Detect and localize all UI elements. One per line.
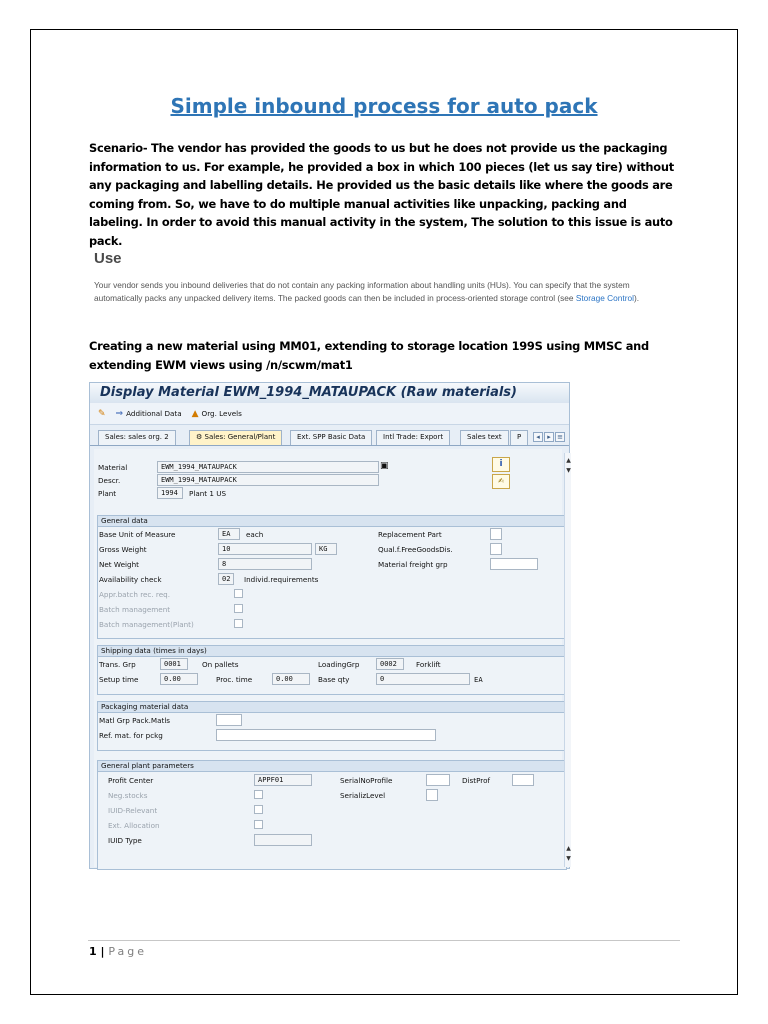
material-freight-field[interactable]	[490, 558, 538, 570]
descr-field[interactable]: EWM_1994_MATAUPACK	[157, 474, 379, 486]
proc-time-label: Proc. time	[216, 675, 253, 684]
neg-stocks-checkbox[interactable]	[254, 790, 263, 799]
tab-intl-trade-export[interactable]: Intl Trade: Export	[376, 430, 450, 445]
use-text-end: ).	[633, 292, 640, 303]
org-levels-icon: ▲	[191, 408, 199, 419]
arrow-right-icon: ⇒	[115, 408, 124, 419]
shipping-data-section	[97, 645, 567, 695]
plant-params-section	[97, 760, 567, 870]
serial-level-field[interactable]	[426, 789, 438, 801]
long-text-icon[interactable]: ✍	[492, 474, 510, 489]
sap-window-title: Display Material EWM_1994_MATAUPACK (Raw materials)	[90, 383, 569, 403]
document-title: Simple inbound process for auto pack	[170, 94, 598, 118]
qual-free-goods-field[interactable]	[490, 543, 502, 555]
footer-separator: |	[96, 945, 109, 958]
copy-icon[interactable]: ▣	[380, 461, 389, 471]
appr-batch-checkbox[interactable]	[234, 589, 243, 598]
base-uom-label: Base Unit of Measure	[99, 530, 176, 539]
descr-label: Descr.	[98, 476, 121, 485]
packaging-data-section	[97, 701, 567, 751]
iuid-type-field[interactable]	[254, 834, 312, 846]
iuid-type-label: IUID Type	[108, 836, 142, 845]
tab-prev-icon[interactable]: ◂	[533, 432, 543, 442]
setup-time-field[interactable]: 0.00	[160, 673, 198, 685]
serial-profile-field[interactable]	[426, 774, 450, 786]
tab-icon: ⚙	[196, 433, 205, 441]
ref-mat-label: Ref. mat. for pckg	[99, 731, 163, 740]
sap-content-area	[94, 449, 562, 867]
gross-weight-label: Gross Weight	[99, 545, 147, 554]
general-data-title: General data	[98, 516, 566, 527]
packaging-data-title: Packaging material data	[98, 702, 566, 713]
matl-grp-field[interactable]	[216, 714, 242, 726]
appr-batch-label: Appr.batch rec. req.	[99, 590, 171, 599]
batch-management-plant-label: Batch management(Plant)	[99, 620, 194, 629]
replacement-part-label: Replacement Part	[378, 530, 442, 539]
serial-profile-label: SerialNoProfile	[340, 776, 393, 785]
qual-free-goods-label: Qual.f.FreeGoodsDis.	[378, 545, 453, 554]
replacement-part-field[interactable]	[490, 528, 502, 540]
base-uom-field[interactable]: EA	[218, 528, 240, 540]
tab-more[interactable]: P	[510, 430, 528, 445]
info-icon[interactable]: i	[492, 457, 510, 472]
setup-time-label: Setup time	[99, 675, 139, 684]
ref-mat-field[interactable]	[216, 729, 436, 741]
base-qty-label: Base qty	[318, 675, 350, 684]
material-field[interactable]: EWM_1994_MATAUPACK	[157, 461, 379, 473]
sap-material-screen	[89, 382, 570, 869]
ext-allocation-checkbox[interactable]	[254, 820, 263, 829]
use-text: Your vendor sends you inbound deliveries that do not contain any packing information about handling units (HUs). You can specify that the system automatically packs any unpacked delivery items. The packed goods can then be included in process-oriented storage control (see	[94, 280, 630, 303]
net-weight-field[interactable]: 8	[218, 558, 312, 570]
scroll-up-bottom-icon[interactable]: ▲	[566, 845, 571, 852]
scroll-down-icon[interactable]: ▼	[566, 467, 571, 474]
sap-toolbar	[90, 403, 569, 425]
material-label: Material	[98, 463, 128, 472]
base-uom-text: each	[246, 530, 264, 539]
tab-sales-general-plant[interactable]	[189, 430, 282, 445]
scenario-label: Scenario	[89, 141, 143, 155]
footer-divider	[88, 940, 680, 941]
scroll-up-icon[interactable]: ▲	[566, 457, 571, 464]
batch-management-label: Batch management	[99, 605, 171, 614]
sap-tabstrip	[90, 430, 569, 446]
scenario-paragraph	[89, 139, 679, 251]
dist-prof-label: DistProf	[462, 776, 491, 785]
matl-grp-label: Matl Grp Pack.Matls	[99, 716, 171, 725]
tab-sales-text[interactable]: Sales text	[460, 430, 509, 445]
loading-grp-field[interactable]: 0002	[376, 658, 404, 670]
tab-next-icon[interactable]: ▸	[544, 432, 554, 442]
material-freight-label: Material freight grp	[378, 560, 448, 569]
scenario-text: - The vendor has provided the goods to us but he does not provide us the packaging information to us. For example, he provided a box in which 100 pieces (let us say tire) without any packaging and labelling details. He provided us the basic details like where the goods are coming from. So, we have to do multiple manual activities like unpacking, packing and labeling. In order to avoid this manual activity in the system, The solution to this issue is auto pack.	[89, 141, 674, 248]
page-number: 1	[89, 945, 97, 958]
iuid-relevant-checkbox[interactable]	[254, 805, 263, 814]
page-word: Page	[108, 945, 147, 958]
shipping-data-title: Shipping data (times in days)	[98, 646, 566, 657]
proc-time-field[interactable]: 0.00	[272, 673, 310, 685]
availability-check-label: Availability check	[99, 575, 162, 584]
profit-center-field[interactable]: APPF01	[254, 774, 312, 786]
availability-check-field[interactable]: 02	[218, 573, 234, 585]
storage-control-link[interactable]: Storage Control	[575, 292, 634, 303]
availability-check-text: Individ.requirements	[244, 575, 319, 584]
base-qty-field[interactable]: 0	[376, 673, 470, 685]
batch-management-plant-checkbox[interactable]	[234, 619, 243, 628]
trans-grp-field[interactable]: 0001	[160, 658, 188, 670]
gross-weight-field[interactable]: 10	[218, 543, 312, 555]
tab-sales-org-2[interactable]: Sales: sales org. 2	[98, 430, 176, 445]
weight-unit-field[interactable]: KG	[315, 543, 337, 555]
material-creation-paragraph: Creating a new material using MM01, extending to storage location 199S using MMSC and extending EWM views using /n/scwm/mat1	[89, 339, 649, 372]
additional-data-button[interactable]	[116, 409, 182, 419]
vertical-scrollbar[interactable]	[564, 453, 571, 867]
dist-prof-field[interactable]	[512, 774, 534, 786]
iuid-relevant-label: IUID-Relevant	[108, 806, 158, 815]
plant-name: Plant 1 US	[189, 489, 227, 498]
page-footer	[89, 945, 147, 958]
loading-grp-text: Forklift	[416, 660, 441, 669]
additional-data-label: Additional Data	[126, 409, 182, 418]
org-levels-button[interactable]	[192, 409, 242, 419]
plant-label: Plant	[98, 489, 117, 498]
tab-ext-spp-basic-data[interactable]: Ext. SPP Basic Data	[290, 430, 372, 445]
trans-grp-text: On pallets	[202, 660, 239, 669]
scroll-down-bottom-icon[interactable]: ▼	[566, 855, 571, 862]
use-heading: Use	[94, 250, 122, 267]
plant-params-title: General plant parameters	[98, 761, 566, 772]
profit-center-label: Profit Center	[108, 776, 154, 785]
tab-navigation	[533, 432, 565, 442]
tab-label: Sales: General/Plant	[204, 433, 276, 441]
batch-management-checkbox[interactable]	[234, 604, 243, 613]
serial-level-label: SerializLevel	[340, 791, 386, 800]
loading-grp-label: LoadingGrp	[318, 660, 360, 669]
net-weight-label: Net Weight	[99, 560, 139, 569]
use-paragraph	[94, 279, 680, 304]
neg-stocks-label: Neg.stocks	[108, 791, 148, 800]
edit-icon[interactable]: ✎	[98, 408, 106, 419]
tab-list-icon[interactable]: ≡	[555, 432, 565, 442]
plant-field[interactable]: 1994	[157, 487, 183, 499]
trans-grp-label: Trans. Grp	[99, 660, 136, 669]
base-qty-unit: EA	[474, 675, 483, 684]
org-levels-label: Org. Levels	[201, 409, 242, 418]
ext-allocation-label: Ext. Allocation	[108, 821, 160, 830]
